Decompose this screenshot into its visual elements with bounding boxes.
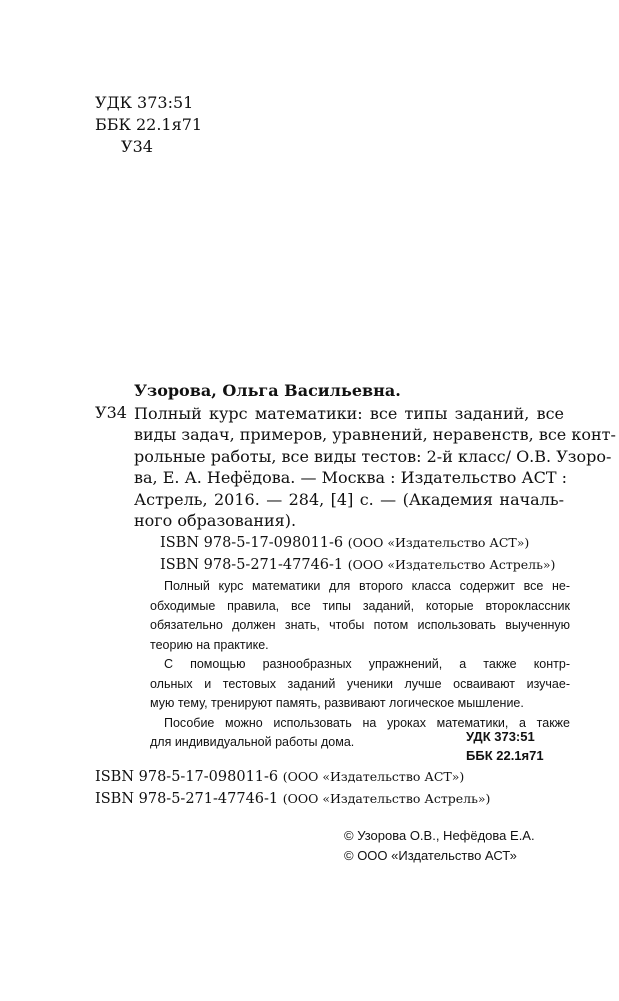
annotation-line: ва, Е. А. Нефёдова. — Москва : Издательство АСТ : (134, 468, 567, 488)
annotation-line: ного образования). (134, 511, 297, 531)
catalog-code: У34 (95, 403, 127, 422)
isbn-row (160, 554, 555, 576)
copyright-line: © Узорова О.В., Нефёдова Е.А. (344, 828, 535, 843)
annotation-line: рольные работы, все виды тестов: 2-й класс/ О.В. Узоро- (134, 446, 612, 466)
abstract-line: обязательно должен знать, чтобы потом использовать выученную (150, 618, 570, 632)
isbn-publisher: (ООО «Издательство АСТ») (347, 535, 530, 550)
bbk-code: ББК 22.1я71 (466, 748, 544, 763)
isbn-row (160, 532, 555, 554)
copyright-line: © ООО «Издательство АСТ» (344, 848, 517, 863)
top-classification (95, 92, 202, 158)
author-name: Узорова, Ольга Васильевна. (134, 381, 401, 400)
abstract-line: С помощью разнообразных упражнений, а также контр- (164, 657, 570, 671)
abstract-line: мую тему, тренируют память, развивают логическое мышление. (150, 696, 524, 710)
isbn-row (95, 788, 490, 810)
isbn-number: ISBN 978-5-17-098011-6 (160, 535, 344, 551)
udk-code: УДК 373:51 (466, 729, 535, 744)
annotation-line: Полный курс математики: все типы заданий, все (134, 404, 564, 423)
author-mark: У34 (121, 137, 153, 156)
bottom-classification (466, 727, 544, 765)
isbn-publisher: (ООО «Издательство АСТ») (282, 769, 465, 784)
isbn-row (95, 766, 490, 788)
isbn-publisher: (ООО «Издательство Астрель») (282, 791, 491, 806)
abstract-line: Пособие можно использовать на уроках математики, а также (164, 715, 570, 730)
bibliographic-annotation (134, 403, 616, 531)
abstract-line: для индивидуальной работы дома. (150, 735, 355, 749)
annotation-line: виды задач, примеров, уравнений, неравенств, все конт- (134, 425, 616, 445)
abstract-line: ольных и тестовых заданий ученики лучше осваивают изучае- (150, 676, 570, 691)
abstract-line: теорию на практике. (150, 637, 269, 652)
annotation-line: Астрель, 2016. — 284, [4] с. — (Академия началь- (134, 489, 564, 509)
isbn-list (160, 532, 555, 576)
udk-code: УДК 373:51 (95, 93, 194, 112)
copyright-block (344, 826, 535, 866)
bbk-code: ББК 22.1я71 (95, 115, 203, 134)
isbn-number: ISBN 978-5-271-47746-1 (95, 791, 279, 807)
isbn-bottom-list (95, 766, 490, 810)
isbn-number: ISBN 978-5-271-47746-1 (160, 557, 344, 573)
abstract-line: Полный курс математики для второго класса содержит все не- (164, 579, 570, 593)
isbn-number: ISBN 978-5-17-098011-6 (95, 769, 279, 785)
abstract-line: обходимые правила, все типы заданий, которые второклассник (150, 598, 570, 613)
isbn-publisher: (ООО «Издательство Астрель») (347, 557, 556, 572)
